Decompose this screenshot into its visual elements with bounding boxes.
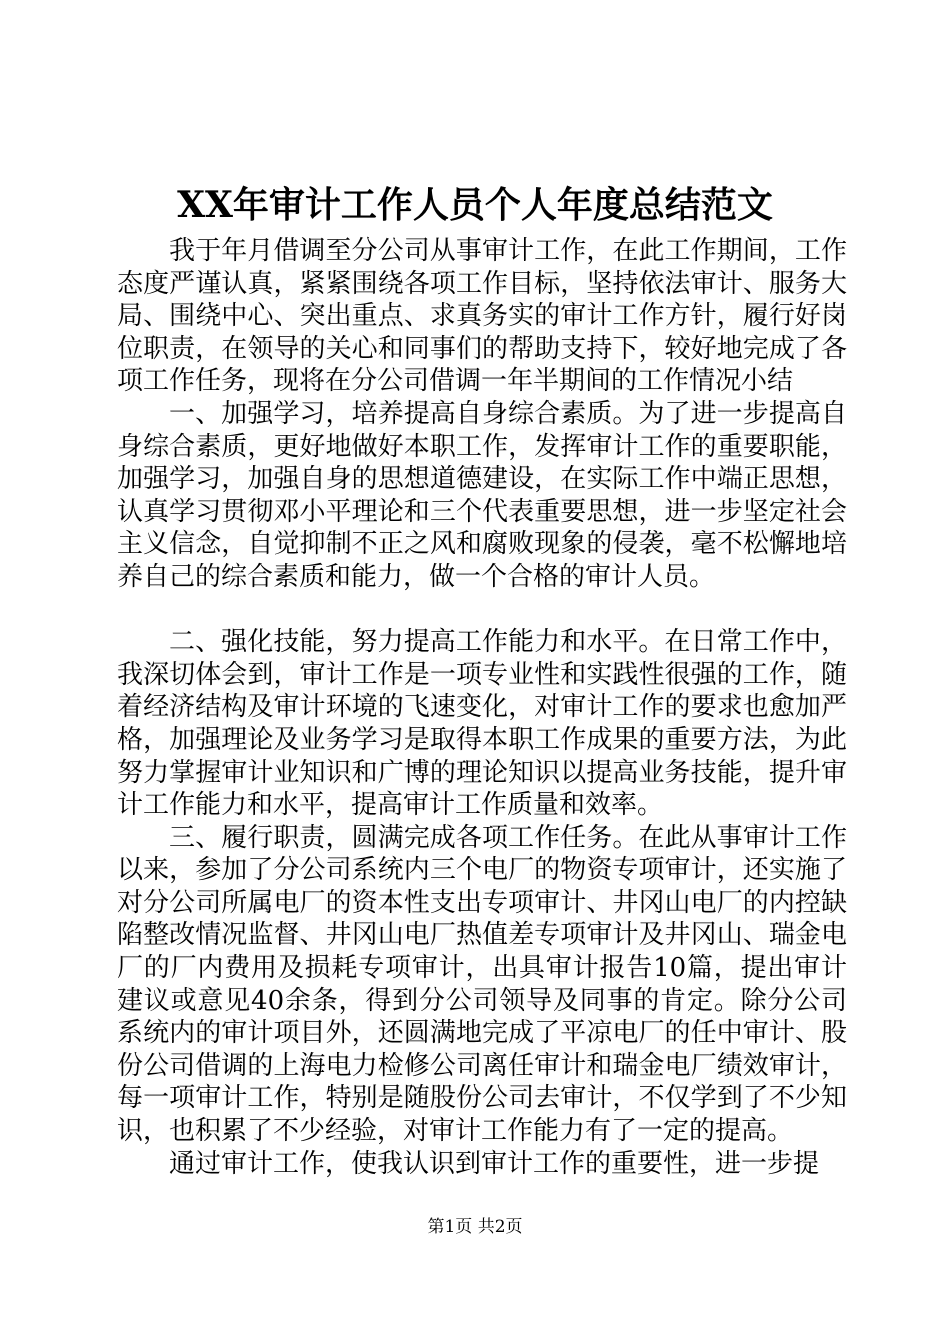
paragraph-section-2: 二、强化技能，努力提高工作能力和水平。在日常工作中，我深切体会到，审计工作是一项专业性和实践性很强的工作，随着经济结构及审计环境的飞速变化，对审计工作的要求也愈加严格，加强理论及业务学习是取得本职工作成果的重要方法，为此努力掌握审计业知识和广博的理论知识以提高业务技能，提升审计工作能力和水平，提高审计工作质量和效率。: [117, 627, 847, 821]
paragraph-intro: 我于年月借调至分公司从事审计工作，在此工作期间，工作态度严谨认真，紧紧围绕各项工作目标，坚持依法审计、服务大局、围绕中心、突出重点、求真务实的审计工作方针，履行好岗位职责，在领导的关心和同事们的帮助支持下，较好地完成了各项工作任务，现将在分公司借调一年半期间的工作情况小结: [117, 236, 847, 397]
document-title: XX年审计工作人员个人年度总结范文: [177, 184, 773, 226]
document-body: [117, 235, 847, 1180]
paragraph-section-1: 一、加强学习，培养提高自身综合素质。为了进一步提高自身综合素质，更好地做好本职工作，发挥审计工作的重要职能，加强学习，加强自身的思想道德建设，在实际工作中端正思想，认真学习贯彻邓小平理论和三个代表重要思想，进一步坚定社会主义信念，自觉抑制不正之风和腐败现象的侵袭，毫不松懈地培养自己的综合素质和能力，做一个合格的审计人员。: [117, 398, 847, 592]
paragraph-conclusion: 通过审计工作，使我认识到审计工作的重要性，进一步提: [169, 1148, 820, 1179]
page-number-footer: 第1页 共2页: [427, 1217, 523, 1237]
paragraph-section-3: 三、履行职责，圆满完成各项工作任务。在此从事审计工作以来，参加了分公司系统内三个电厂的物资专项审计，还实施了对分公司所属电厂的资本性支出专项审计、井冈山电厂的内控缺陷整改情况监督、井冈山电厂热值差专项审计及井冈山、瑞金电厂的厂内费用及损耗专项审计，出具审计报告10篇，提出审计建议或意见40余条，得到分公司领导及同事的肯定。除分公司系统内的审计项目外，还圆满地完成了平凉电厂的任中审计、股份公司借调的上海电力检修公司离任审计和瑞金电厂绩效审计，每一项审计工作，特别是随股份公司去审计，不仅学到了不少知识，也积累了不少经验，对审计工作能力有了一定的提高。: [117, 822, 847, 1147]
